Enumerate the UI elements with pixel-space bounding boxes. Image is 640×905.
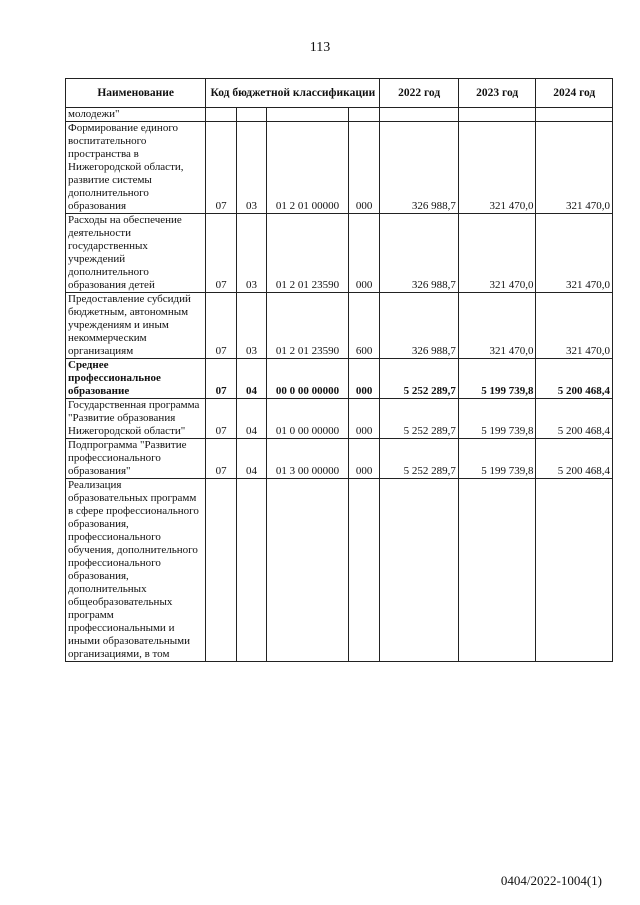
row-value-2024: 5 200 468,4 <box>536 439 613 479</box>
row-value-2022: 5 252 289,7 <box>380 359 459 399</box>
row-code-subsection: 04 <box>236 399 266 439</box>
row-code-subsection <box>236 108 266 122</box>
row-code-type: 000 <box>348 214 379 293</box>
row-value-2022: 5 252 289,7 <box>380 439 459 479</box>
row-name: Формирование единого воспитательного пространства в Нижегородской области, развитие системы дополнительного образования <box>66 122 206 214</box>
row-code-type: 000 <box>348 122 379 214</box>
row-value-2023: 321 470,0 <box>458 214 536 293</box>
header-2022: 2022 год <box>380 79 459 108</box>
row-name: Расходы на обеспечение деятельности государственных учреждений дополнительного образования детей <box>66 214 206 293</box>
row-value-2024: 5 200 468,4 <box>536 399 613 439</box>
row-value-2023: 5 199 739,8 <box>458 359 536 399</box>
row-code-target: 00 0 00 00000 <box>267 359 349 399</box>
row-value-2022: 5 252 289,7 <box>380 399 459 439</box>
row-code-section: 07 <box>206 214 236 293</box>
row-code-section: 07 <box>206 439 236 479</box>
row-code-subsection: 04 <box>236 359 266 399</box>
row-code-target: 01 2 01 00000 <box>267 122 349 214</box>
row-name: Среднее профессиональное образование <box>66 359 206 399</box>
table-row <box>66 293 613 359</box>
table-row <box>66 122 613 214</box>
table-body <box>66 108 613 662</box>
row-code-type <box>348 108 379 122</box>
header-code: Код бюджетной классификации <box>206 79 380 108</box>
row-name: Государственная программа "Развитие образования Нижегородской области" <box>66 399 206 439</box>
row-value-2022 <box>380 479 459 662</box>
row-code-section: 07 <box>206 293 236 359</box>
table-row <box>66 214 613 293</box>
row-code-target <box>267 479 349 662</box>
row-value-2023 <box>458 108 536 122</box>
row-code-target: 01 3 00 00000 <box>267 439 349 479</box>
row-name: Реализация образовательных программ в сфере профессионального образования, профессионального обучения, дополнительного профессионального образования, дополнительных общеобразовательных программ профессиональными и иными образовательными организациями, в том <box>66 479 206 662</box>
row-code-target: 01 0 00 00000 <box>267 399 349 439</box>
row-value-2022: 326 988,7 <box>380 214 459 293</box>
row-value-2024: 5 200 468,4 <box>536 359 613 399</box>
row-code-subsection: 03 <box>236 293 266 359</box>
row-value-2024: 321 470,0 <box>536 293 613 359</box>
row-value-2023 <box>458 479 536 662</box>
row-value-2024: 321 470,0 <box>536 214 613 293</box>
row-name: молодежи" <box>66 108 206 122</box>
budget-table <box>65 78 613 662</box>
row-code-subsection <box>236 479 266 662</box>
row-code-section <box>206 479 236 662</box>
row-value-2022: 326 988,7 <box>380 122 459 214</box>
row-value-2023: 321 470,0 <box>458 122 536 214</box>
row-name: Подпрограмма "Развитие профессионального образования" <box>66 439 206 479</box>
table-row <box>66 359 613 399</box>
row-code-subsection: 03 <box>236 214 266 293</box>
table-row <box>66 399 613 439</box>
row-value-2022: 326 988,7 <box>380 293 459 359</box>
row-code-target: 01 2 01 23590 <box>267 293 349 359</box>
row-code-target <box>267 108 349 122</box>
row-code-section <box>206 108 236 122</box>
row-value-2022 <box>380 108 459 122</box>
row-value-2023: 321 470,0 <box>458 293 536 359</box>
table-row <box>66 108 613 122</box>
row-code-type: 000 <box>348 439 379 479</box>
row-value-2024 <box>536 479 613 662</box>
row-code-type <box>348 479 379 662</box>
row-value-2023: 5 199 739,8 <box>458 399 536 439</box>
row-code-section: 07 <box>206 399 236 439</box>
header-2023: 2023 год <box>458 79 536 108</box>
header-name: Наименование <box>66 79 206 108</box>
document-id: 0404/2022-1004(1) <box>500 873 602 888</box>
page-number: 113 <box>309 40 331 55</box>
header-2024: 2024 год <box>536 79 613 108</box>
row-code-type: 600 <box>348 293 379 359</box>
row-value-2024 <box>536 108 613 122</box>
row-value-2024: 321 470,0 <box>536 122 613 214</box>
table-header-row <box>66 79 613 108</box>
row-value-2023: 5 199 739,8 <box>458 439 536 479</box>
row-name: Предоставление субсидий бюджетным, автономным учреждениям и иным некоммерческим организациям <box>66 293 206 359</box>
row-code-section: 07 <box>206 122 236 214</box>
table-row <box>66 479 613 662</box>
row-code-subsection: 03 <box>236 122 266 214</box>
row-code-target: 01 2 01 23590 <box>267 214 349 293</box>
table-row <box>66 439 613 479</box>
row-code-type: 000 <box>348 399 379 439</box>
row-code-subsection: 04 <box>236 439 266 479</box>
row-code-type: 000 <box>348 359 379 399</box>
row-code-section: 07 <box>206 359 236 399</box>
